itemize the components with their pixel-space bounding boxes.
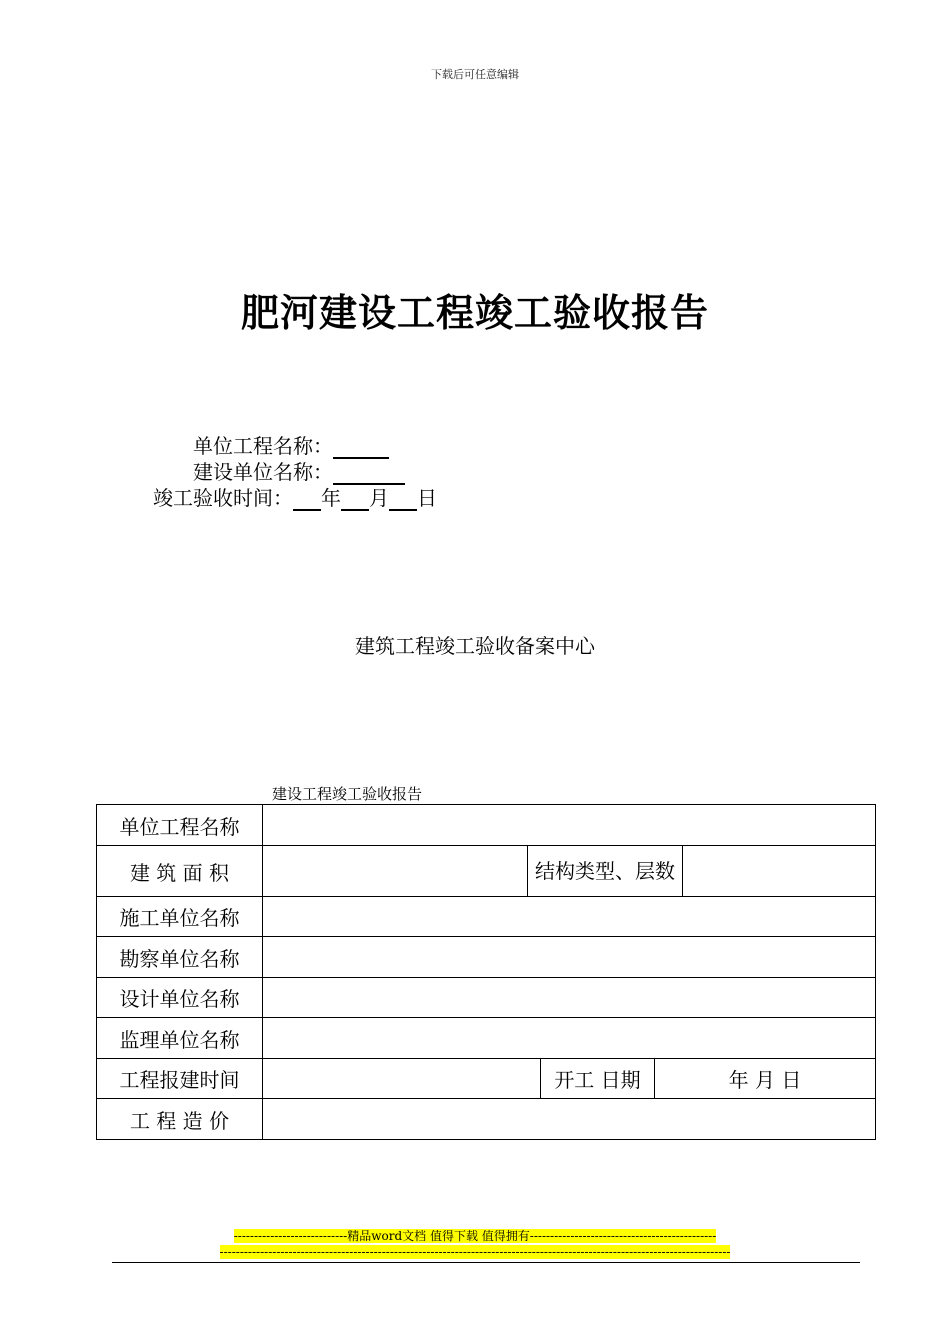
year-label: 年 [321, 486, 341, 510]
table-row [97, 897, 876, 937]
survey-unit-value[interactable] [263, 937, 876, 978]
footer-line-1: ----------------------------精品word文档 值得下载 值得拥有---------------------------------------------- [233, 1229, 717, 1243]
footer-rule [112, 1262, 860, 1263]
table-row [97, 846, 876, 897]
table-row [97, 1018, 876, 1059]
unit-project-name-label: 单位工程名称 [97, 805, 263, 846]
start-date-label: 开工 日期 [541, 1059, 655, 1099]
unit-project-label: 单位工程名称： [193, 434, 333, 458]
design-unit-value[interactable] [263, 978, 876, 1018]
supervision-unit-value[interactable] [263, 1018, 876, 1059]
project-cost-value[interactable] [263, 1099, 876, 1140]
header-note: 下载后可任意编辑 [431, 68, 519, 81]
footer-banner [0, 1228, 950, 1260]
table-row [97, 978, 876, 1018]
structure-type-value[interactable] [683, 846, 876, 897]
building-area-label: 建 筑 面 积 [97, 846, 263, 897]
supervision-unit-label: 监理单位名称 [97, 1018, 263, 1059]
builder-label: 建设单位名称： [193, 460, 333, 484]
filing-center-name: 建筑工程竣工验收备案中心 [355, 634, 595, 658]
table-row [97, 805, 876, 846]
day-blank [389, 489, 417, 511]
unit-project-name-value[interactable] [263, 805, 876, 846]
start-date-value[interactable]: 年 月 日 [655, 1059, 876, 1099]
table-row [97, 1059, 876, 1099]
completion-time-line [153, 482, 437, 511]
document-title: 肥河建设工程竣工验收报告 [240, 291, 709, 335]
table-row [97, 1099, 876, 1140]
year-blank [293, 489, 321, 511]
unit-project-line [193, 430, 389, 459]
contractor-name-value[interactable] [263, 897, 876, 937]
completion-time-label: 竣工验收时间： [153, 486, 293, 510]
contractor-name-label: 施工单位名称 [97, 897, 263, 937]
builder-line [193, 456, 405, 485]
filing-time-value[interactable] [263, 1059, 541, 1099]
day-label: 日 [417, 486, 437, 510]
table-row [97, 937, 876, 978]
filing-time-label: 工程报建时间 [97, 1059, 263, 1099]
structure-type-label: 结构类型、层数 [528, 846, 683, 897]
project-cost-label: 工 程 造 价 [97, 1099, 263, 1140]
design-unit-label: 设计单位名称 [97, 978, 263, 1018]
footer-line-2: ------------------------------------------------------------------------------------------------------------------------------ [219, 1245, 731, 1259]
month-blank [341, 489, 369, 511]
table-caption: 建设工程竣工验收报告 [272, 785, 423, 803]
building-area-value[interactable] [263, 846, 528, 897]
survey-unit-label: 勘察单位名称 [97, 937, 263, 978]
report-table [96, 804, 876, 1140]
month-label: 月 [369, 486, 389, 510]
